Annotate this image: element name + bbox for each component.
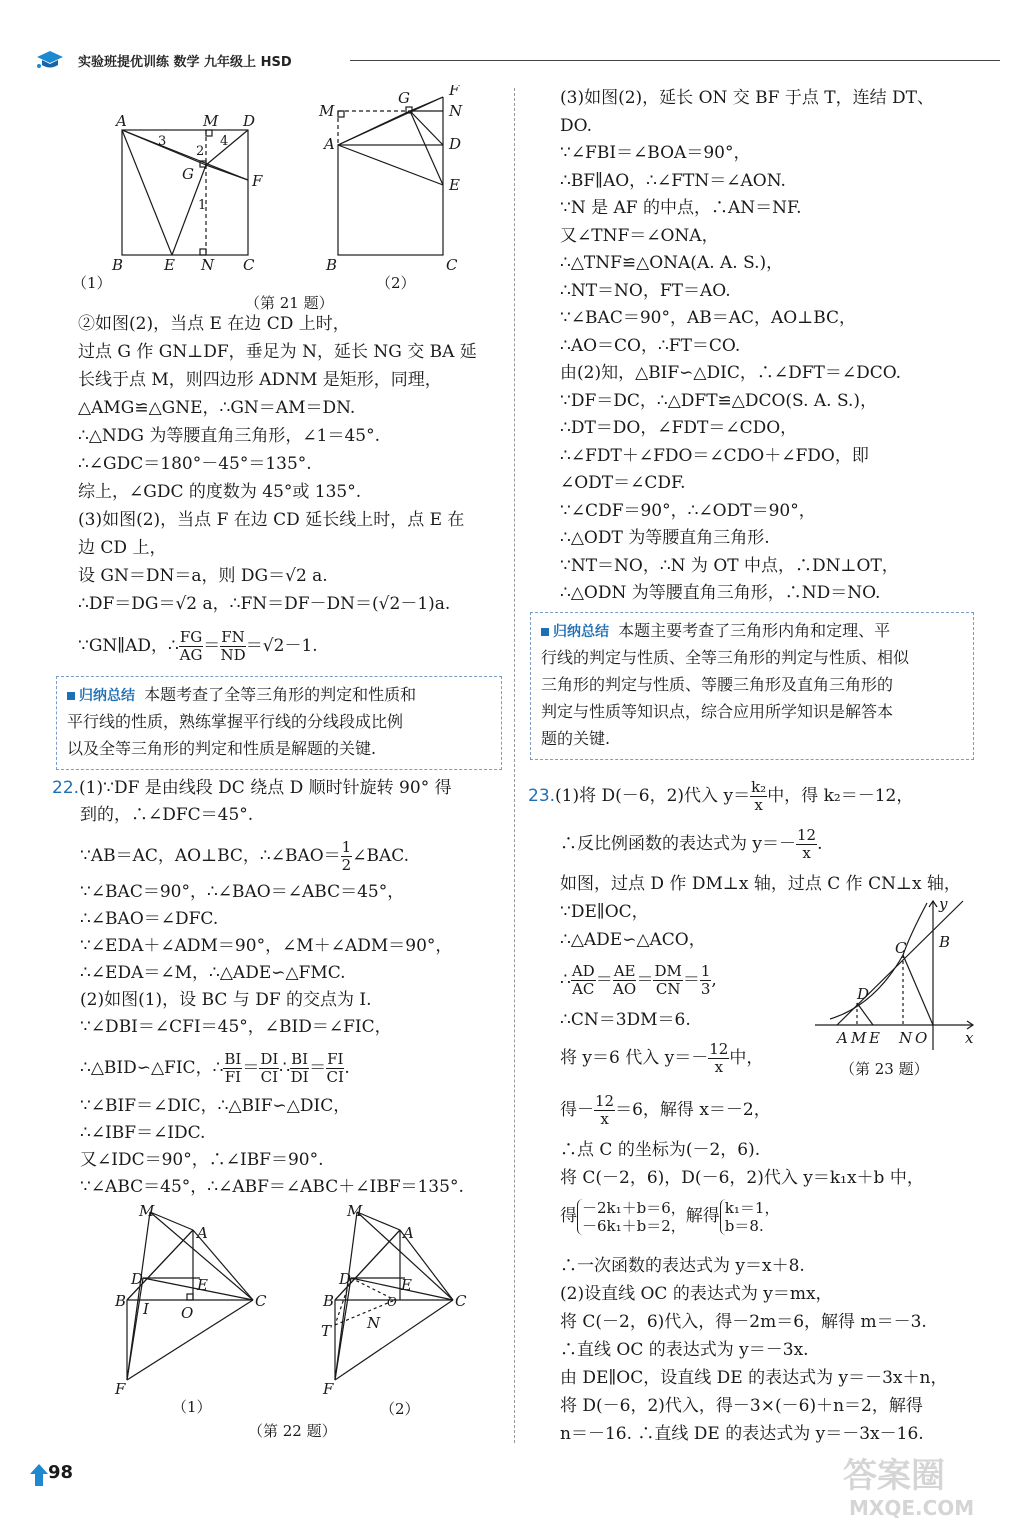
text-line: 长线于点 M，则四边形 ADNM 是矩形，同理， [78, 370, 442, 390]
fig23-caption: （第 23 题） [840, 1060, 929, 1078]
fig21-sub2: （2） [376, 274, 416, 292]
book-title: 实验班提优训练 数学 九年级上 HSD [78, 55, 292, 70]
text-line: ∴AO＝CO，∴FT＝CO. [560, 335, 741, 356]
page-header [30, 48, 975, 72]
fig21-2-label-B: B [326, 256, 338, 274]
text-line: ∵DF＝DC，∴△DFT≌△DCO(S. A. S.)， [560, 390, 878, 411]
square-bullet-icon [67, 692, 75, 700]
fig21-2-label-D: D [449, 135, 462, 153]
fig23-label-N: N [899, 1029, 913, 1047]
square-bullet-icon [541, 628, 549, 636]
fig21-1-label-B: B [112, 256, 124, 274]
fig21-2-label-G: G [398, 89, 410, 107]
figure-22 [105, 1200, 485, 1400]
fig22-1-label-E: E [197, 1276, 208, 1294]
text-line: ∴△ODN 为等腰直角三角形，∴ND＝NO. [560, 583, 881, 603]
fig23-line-OC [903, 955, 933, 1025]
text-line: ∴∠GDC＝180°－45°＝135°. [78, 454, 312, 474]
fig21-2-label-F: F [449, 85, 460, 99]
fig22-1-label-C: C [255, 1292, 267, 1310]
text-line: DO. [560, 115, 592, 136]
q22-number: 22. [52, 778, 80, 798]
fig21-2-label-A: A [324, 135, 335, 153]
text-line: 综上，∠GDC 的度数为 45°或 135°. [78, 482, 362, 502]
fig22-1-label-B: B [115, 1292, 127, 1310]
fig23-label-O: O [915, 1029, 928, 1047]
summary-tag-left: 归纳总结 [67, 684, 139, 708]
fig23-label-y: y [939, 895, 948, 913]
text-line: 设 GN＝DN＝a，则 DG＝√2 a. [78, 566, 328, 586]
summary-tag-right: 归纳总结 [541, 620, 613, 644]
fig22-2-label-N: N [367, 1314, 381, 1332]
fig23-hyperbola [830, 903, 927, 1019]
arrow-up-icon [28, 1462, 50, 1488]
fig23-label-E: E [869, 1029, 880, 1047]
fig22-caption: （第 22 题） [248, 1422, 337, 1440]
fig23-label-M: M [851, 1029, 867, 1047]
fig21-1-label-F: F [252, 172, 263, 190]
text-line: ∴△TNF≌△ONA(A. A. S.)， [560, 253, 784, 273]
fig22-2-label-F: F [323, 1380, 334, 1398]
text-line: (3)如图(2)，延长 ON 交 BF 于点 T，连结 DT、 [560, 88, 934, 108]
fig22-1-label-A: A [197, 1224, 208, 1242]
fig21-2-label-E: E [449, 176, 460, 194]
fig21-2-label-C: C [446, 256, 458, 274]
text-line: ∵∠BAC＝90°，AB＝AC，AO⊥BC， [560, 308, 857, 328]
figure-21 [100, 85, 500, 305]
q23-number: 23. [528, 786, 556, 806]
figure-21-2 [338, 97, 443, 255]
fig21-1-label-4: 4 [220, 134, 229, 149]
text-line: ∴DT＝DO，∠FDT＝∠CDO， [560, 418, 798, 438]
text-line: ∵N 是 AF 的中点，∴AN＝NF. [560, 198, 802, 218]
graduation-cap-icon [36, 50, 64, 70]
fig21-1-label-D: D [243, 112, 256, 130]
fig21-sub1: （1） [72, 274, 112, 292]
fig23-label-D: D [857, 985, 870, 1003]
text-line: 过点 G 作 GN⊥DF，垂足为 N，延长 NG 交 BA 延 [78, 342, 477, 362]
fig23-label-x: x [965, 1029, 974, 1047]
fig22-2-label-D: D [339, 1270, 352, 1288]
summary-box-right: 归纳总结 本题主要考查了三角形内角和定理、平 行线的判定与性质、全等三角形的判定与性质、相似 三角形的判定与性质、等腰三角形及直角三角形的 判定与性质等知识点，综合应用所学知识是解答本 题的关键. [530, 612, 974, 760]
figure-22-1 [127, 1212, 253, 1380]
figure-21-1 [122, 130, 248, 255]
fig21-1-label-C: C [243, 256, 255, 274]
summary-box-left: 归纳总结 本题考查了全等三角形的判定和性质和 平行线的性质，熟练掌握平行线的分线段成比例 以及全等三角形的判定和性质是解题的关键. [56, 676, 502, 770]
fig22-2-label-B: B [323, 1292, 335, 1310]
text-line: ∴DF＝DG＝√2 a，∴FN＝DF－DN＝(√2－1)a. [78, 594, 451, 614]
fig22-1-label-M: M [139, 1202, 155, 1220]
fig21-1-label-E: E [164, 256, 175, 274]
fig22-sub1: （1） [172, 1398, 212, 1416]
fig21-2-label-M: M [319, 102, 335, 120]
fig21-1-label-3: 3 [158, 134, 167, 149]
text-line: ∠ODT＝∠CDF. [560, 473, 686, 493]
fig21-1-label-2: 2 [196, 144, 205, 159]
fig21-1-label-G: G [182, 165, 194, 183]
fig21-caption: （第 21 题） [245, 294, 334, 312]
fig22-2-label-T: T [321, 1322, 332, 1340]
text-line: ∵∠CDF＝90°，∴∠ODT＝90°， [560, 500, 816, 521]
header-rule [350, 60, 1000, 61]
fig23-label-A: A [837, 1029, 848, 1047]
fig23-line-AB [837, 901, 963, 1025]
text-line: ∵NT＝NO，∴N 为 OT 中点，∴DN⊥OT， [560, 555, 899, 576]
fig23-label-C: C [895, 939, 907, 957]
fig22-2-label-E: E [401, 1276, 412, 1294]
fig21-1-label-A: A [116, 112, 127, 130]
text-line: ∴△NDG 为等腰直角三角形，∠1＝45°. [78, 426, 380, 446]
page-number: 98 [28, 1460, 80, 1488]
fig22-1-label-O: O [181, 1304, 194, 1322]
text-line: ∵∠FBI＝∠BOA＝90°， [560, 143, 751, 163]
text-line: 边 CD 上， [78, 538, 167, 558]
fig21-1-label-M: M [203, 112, 219, 130]
fig23-line-DE [857, 1003, 873, 1025]
watermark: 答案圈 MXQE.COM [843, 1456, 975, 1520]
text-line: ∴△ODT 为等腰直角三角形. [560, 528, 770, 548]
fig22-2-label-O: O [387, 1295, 397, 1309]
text-line: ②如图(2)，当点 E 在边 CD 上时， [78, 314, 350, 334]
text-line: 又∠TNF＝∠ONA， [560, 225, 719, 246]
column-divider [514, 88, 515, 1443]
fig22-sub2: （2） [380, 1400, 420, 1418]
fig22-2-label-A: A [403, 1224, 414, 1242]
fig22-2-label-M: M [347, 1202, 363, 1220]
fig21-1-label-N: N [201, 256, 215, 274]
fig21-1-label-1: 1 [198, 198, 207, 213]
fig23-label-B: B [939, 933, 951, 951]
fig22-1-label-I: I [143, 1300, 149, 1318]
fig22-1-label-F: F [115, 1380, 126, 1398]
figure-23 [815, 895, 985, 1055]
fig22-1-label-D: D [131, 1270, 144, 1288]
text-line: ∴NT＝NO，FT＝AO. [560, 280, 731, 301]
text-line: (3)如图(2)，当点 F 在边 CD 延长线上时，点 E 在 [78, 510, 465, 530]
text-line: 由(2)知，△BIF∽△DIC，∴∠DFT＝∠DCO. [560, 363, 902, 383]
text-line: △AMG≌△GNE，∴GN＝AM＝DN. [78, 398, 356, 418]
fig22-2-label-C: C [455, 1292, 467, 1310]
text-line: ∴∠FDT＋∠FDO＝∠CDO＋∠FDO，即 [560, 445, 869, 466]
text-line: ∴BF∥AO，∴∠FTN＝∠AON. [560, 170, 786, 191]
fig21-2-label-N: N [449, 102, 463, 120]
